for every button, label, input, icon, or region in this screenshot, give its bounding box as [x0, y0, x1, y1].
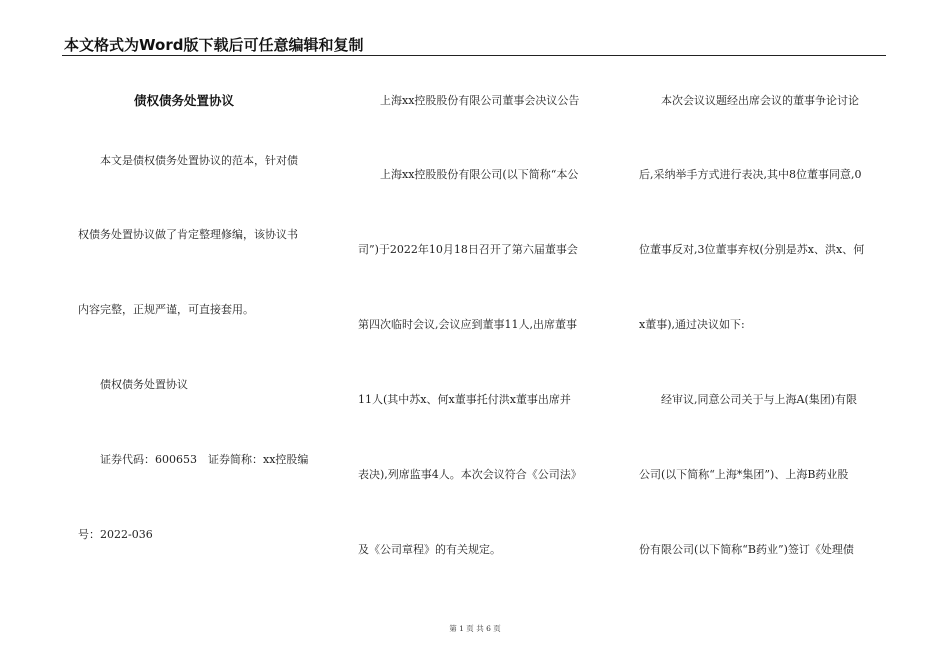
text-line: 内容完整，正规严谨，可直接套用。	[78, 303, 254, 316]
text-line: 权债务处置协议做了肯定整理修编，该协议书	[78, 228, 298, 241]
text-line: 第四次临时会议,会议应到董事11人,出席董事	[358, 318, 577, 331]
text-line: 经审议,同意公司关于与上海A(集团)有限	[661, 393, 858, 406]
text-line: 司”)于2022年10月18日召开了第六届董事会	[358, 243, 578, 256]
text-line: 上海xx控股股份有限公司董事会决议公告	[380, 94, 580, 107]
text-line: 公司(以下简称“上海*集团”)、上海B药业股	[639, 468, 849, 481]
text-line: 11人(其中苏x、何x董事托付洪x董事出席并	[358, 393, 571, 406]
text-line: 债权债务处置协议	[100, 378, 188, 391]
text-line: 份有限公司(以下简称“B药业”)签订《处理债	[639, 543, 854, 556]
document-header: 本文格式为Word版下载后可任意编辑和复制	[64, 36, 364, 54]
text-line: 上海xx控股股份有限公司(以下简称“本公	[380, 168, 579, 181]
text-line: 号：2022-036	[78, 528, 153, 541]
header-divider	[62, 55, 886, 56]
document-title: 债权债务处置协议	[134, 93, 235, 108]
page-number: 第 1 页 共 6 页	[449, 624, 501, 633]
text-line: x董事),通过决议如下:	[639, 318, 745, 331]
text-line: 位董事反对,3位董事弃权(分别是苏x、洪x、何	[639, 243, 865, 256]
text-line: 证券代码：600653 证券简称：xx控股编	[100, 453, 309, 466]
text-line: 本次会议议题经出席会议的董事争论讨论	[661, 94, 859, 107]
text-line: 及《公司章程》的有关规定。	[358, 543, 501, 556]
text-line: 表决),列席监事4人。本次会议符合《公司法》	[358, 468, 582, 481]
text-line: 后,采纳举手方式进行表决,其中8位董事同意,0	[639, 168, 862, 181]
text-line: 本文是债权债务处置协议的范本，针对债	[100, 154, 298, 167]
